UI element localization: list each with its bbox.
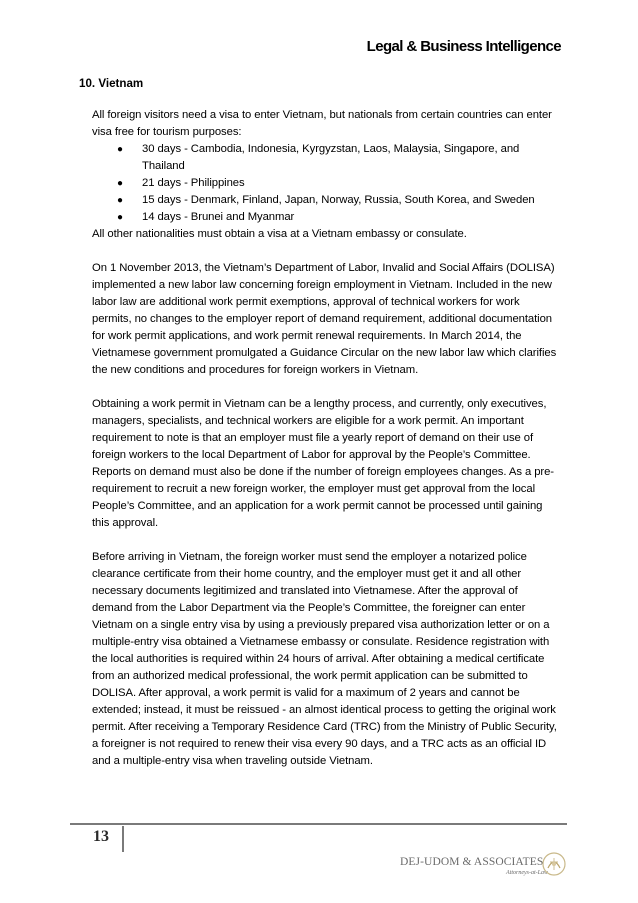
list-item-text: 21 days - Philippines [142,177,245,189]
paragraph-arrival-process: Before arriving in Vietnam, the foreign worker must send the employer a notarized police clearance certificate from their home country, and the employer must get it and all other necessary documents legitimized and translated into Vietnamese. After the approval of demand from the Labor Department via the People’s Committee, the foreigner can enter Vietnam on a single entry visa by using a previously prepared visa authorization letter or on a multiple-entry visa obtained a Vietnamese embassy or consulate. Residence registration with the local authorities is required within 24 hours of arrival. After obtaining a medical certificate from an authorized medical professional, the work permit application can be submitted to DOLISA. After approval, a work permit is valid for a maximum of 2 years and cannot be extended; instead, it must be reissued - an almost identical process to getting the original work permit. After receiving a Temporary Residence Card (TRC) from the Ministry of Public Security, a foreigner is not required to renew their visa every 90 days, and a TRC acts as an official ID and a multiple-entry visa when traveling outside Vietnam. [92,551,557,767]
firm-logo-icon [540,850,568,878]
bullet-icon: ● [117,144,123,155]
bullet-icon: ● [117,212,123,223]
after-list-text: All other nationalities must obtain a visa at a Vietnam embassy or consulate. [92,228,467,240]
intro-paragraph: All foreign visitors need a visa to enter Vietnam, but nationals from certain countries can enter visa free for tourism purposes: [92,109,552,138]
list-item [117,141,560,175]
visa-free-list [92,141,560,226]
list-item [117,209,560,226]
list-item-text: 30 days - Cambodia, Indonesia, Kyrgyzstan, Laos, Malaysia, Singapore, and Thailand [142,143,520,172]
bullet-icon: ● [117,195,123,206]
firm-name: DEJ-UDOM & ASSOCIATES [400,856,544,868]
document-body [92,107,560,770]
page-number: 13 [93,828,109,845]
list-item-text: 14 days - Brunei and Myanmar [142,211,295,223]
list-item-text: 15 days - Denmark, Finland, Japan, Norway, Russia, South Korea, and Sweden [142,194,535,206]
list-item [117,175,560,192]
section-title: 10. Vietnam [79,77,144,90]
footer-divider [70,823,567,825]
paragraph-work-permit: Obtaining a work permit in Vietnam can be a lengthy process, and currently, only executives, managers, specialists, and technical workers are eligible for a work permit. An important requirement to note is that an employer must file a yearly report of demand on their use of foreign workers to the local Department of Labor for approval by the People’s Committee. Reports on demand must also be done if the number of foreign employees changes. As a pre-requirement to recruit a new foreign worker, the employer must get approval from the local People’s Committee, and an application for a work permit cannot be processed until gaining this approval. [92,398,554,529]
bullet-icon: ● [117,178,123,189]
paragraph-labor-law: On 1 November 2013, the Vietnam’s Department of Labor, Invalid and Social Affairs (DOLISA) implemented a new labor law concerning foreign employment in Vietnam. Included in the new labor law are additional work permit exemptions, approval of technical workers for work permits, no changes to the employer report of demand requirement, additional documentation for work permit applications, and work permit renewal requirements. In March 2014, the Vietnamese government promulgated a Guidance Circular on the new labor law which clarifies the new conditions and procedures for foreign workers in Vietnam. [92,262,557,376]
list-item [117,192,560,209]
header-title: Legal & Business Intelligence [366,38,561,55]
firm-subtitle: Attorneys-at-Law [506,870,548,876]
